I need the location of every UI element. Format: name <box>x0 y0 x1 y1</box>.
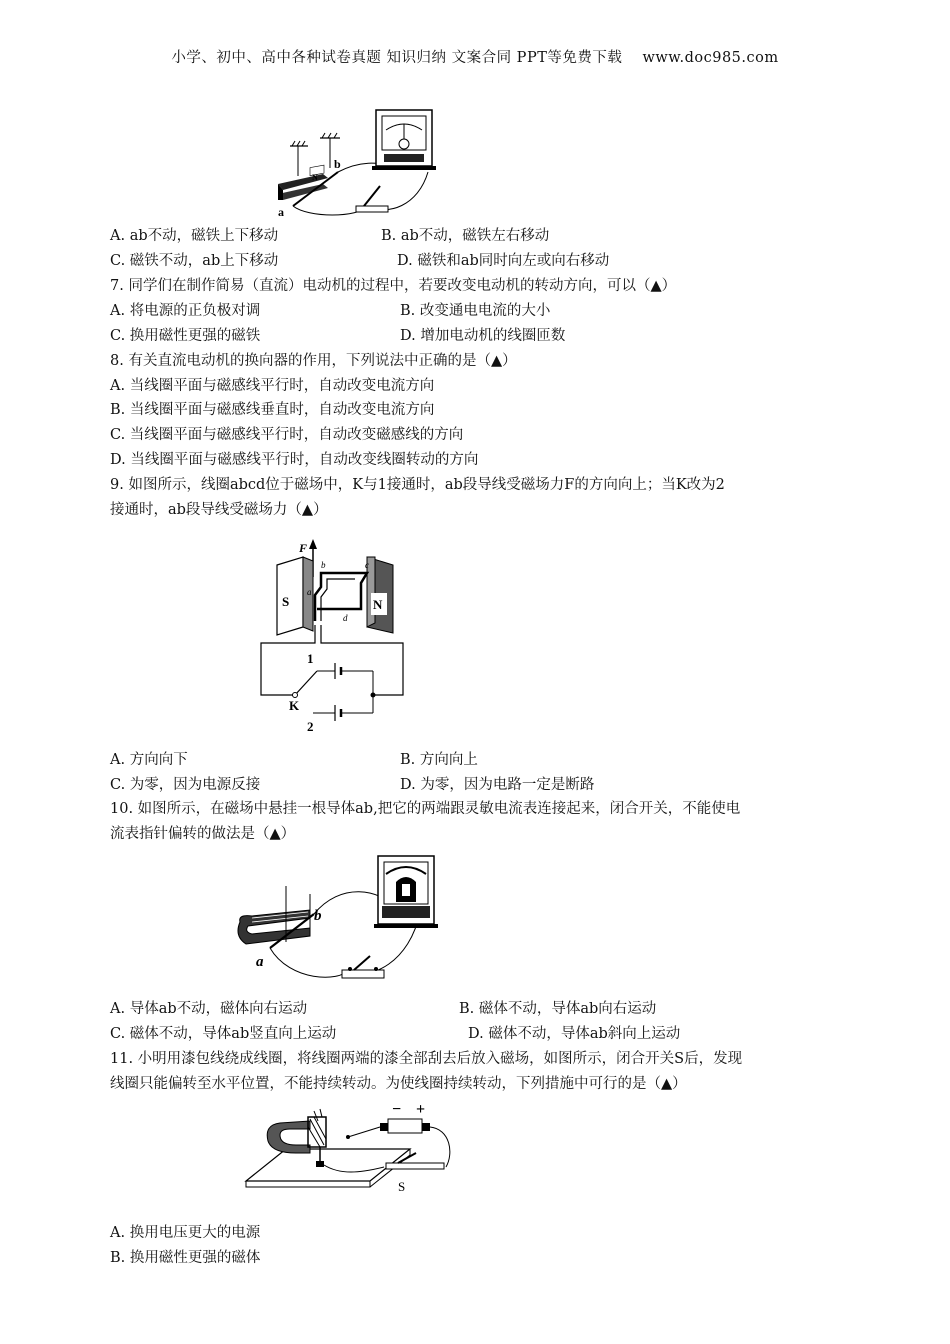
q10-option-b: B. 磁体不动，导体ab向右运动 <box>459 1001 657 1017</box>
q10-figure <box>230 852 440 992</box>
q8-option-d: D. 当线圈平面与磁感线平行时，自动改变线圈转动的方向 <box>110 452 479 468</box>
switch-K-label: K <box>289 698 300 713</box>
label-b: b <box>314 908 322 924</box>
q9-stem-line1: 9. 如图所示，线圈abcd位于磁场中，K与1接通时，ab段导线受磁场力F的方向向上；当K改为2 <box>110 477 725 493</box>
label-b: b <box>334 157 341 171</box>
q11-stem-line2: 线圈只能偏转至水平位置，不能持续转动。为使线圈持续转动，下列措施中可行的是（▲） <box>110 1076 687 1092</box>
label-a: a <box>307 587 312 597</box>
q9-stem-line2: 接通时，ab段导线受磁场力（▲） <box>110 502 328 518</box>
label-a: a <box>256 954 264 970</box>
q11-option-a: A. 换用电压更大的电源 <box>110 1225 261 1241</box>
q8-option-c: C. 当线圈平面与磁感线平行时，自动改变磁感线的方向 <box>110 427 464 443</box>
q8-option-a: A. 当线圈平面与磁感线平行时，自动改变电流方向 <box>110 378 435 394</box>
q6-option-c: C. 磁铁不动，ab上下移动 <box>110 253 279 269</box>
q10-option-d: D. 磁体不动，导体ab斜向上运动 <box>468 1026 681 1042</box>
q7-option-d: D. 增加电动机的线圈匝数 <box>400 328 566 344</box>
q7-option-c: C. 换用磁性更强的磁铁 <box>110 328 261 344</box>
label-a: a <box>278 205 284 219</box>
q10-stem-line2: 流表指针偏转的做法是（▲） <box>110 826 296 842</box>
q10-option-a: A. 导体ab不动，磁体向右运动 <box>110 1001 308 1017</box>
q6-figure <box>268 106 438 222</box>
magnet-N-label: N <box>373 597 383 612</box>
battery-minus-label: − <box>392 1103 402 1118</box>
switch-S-label: S <box>398 1179 406 1194</box>
page-header: 小学、初中、高中各种试卷真题 知识归纳 文案合同 PPT等免费下载 www.doc985.com <box>171 50 779 66</box>
q7-option-b: B. 改变通电电流的大小 <box>400 303 551 319</box>
q9-option-c: C. 为零，因为电源反接 <box>110 777 261 793</box>
q7-stem: 7. 同学们在制作简易（直流）电动机的过程中，若要改变电动机的转动方向，可以（▲） <box>110 278 677 294</box>
q9-option-d: D. 为零，因为电路一定是断路 <box>400 777 595 793</box>
q11-option-b: B. 换用磁性更强的磁体 <box>110 1250 261 1266</box>
terminal-1-label: 1 <box>307 651 314 666</box>
q7-option-a: A. 将电源的正负极对调 <box>110 303 261 319</box>
q6-option-a: A. ab不动，磁铁上下移动 <box>110 228 279 244</box>
q6-option-b: B. ab不动，磁铁左右移动 <box>381 228 550 244</box>
q9-option-b: B. 方向向上 <box>400 752 478 768</box>
battery-plus-label: + <box>416 1103 426 1118</box>
q9-option-a: A. 方向向下 <box>110 752 188 768</box>
q11-figure <box>240 1103 465 1195</box>
q8-option-b: B. 当线圈平面与磁感线垂直时，自动改变电流方向 <box>110 402 435 418</box>
q10-option-c: C. 磁体不动，导体ab竖直向上运动 <box>110 1026 337 1042</box>
q9-figure <box>255 535 415 735</box>
q8-stem: 8. 有关直流电动机的换向器的作用，下列说法中正确的是（▲） <box>110 353 517 369</box>
label-F: F <box>299 541 308 555</box>
q11-stem-line1: 11. 小明用漆包线绕成线圈，将线圈两端的漆全部刮去后放入磁场，如图所示，闭合开关S后，发现 <box>110 1051 743 1067</box>
label-d: d <box>343 613 348 623</box>
q6-option-d: D. 磁铁和ab同时向左或向右移动 <box>397 253 610 269</box>
terminal-2-label: 2 <box>307 719 314 734</box>
magnet-n-label: N <box>312 173 318 182</box>
magnet-S-label: S <box>282 594 290 609</box>
label-b: b <box>321 560 326 570</box>
label-c: c <box>365 560 369 570</box>
q10-stem-line1: 10. 如图所示，在磁场中悬挂一根导体ab,把它的两端跟灵敏电流表连接起来，闭合开关，不能使电 <box>110 801 741 817</box>
